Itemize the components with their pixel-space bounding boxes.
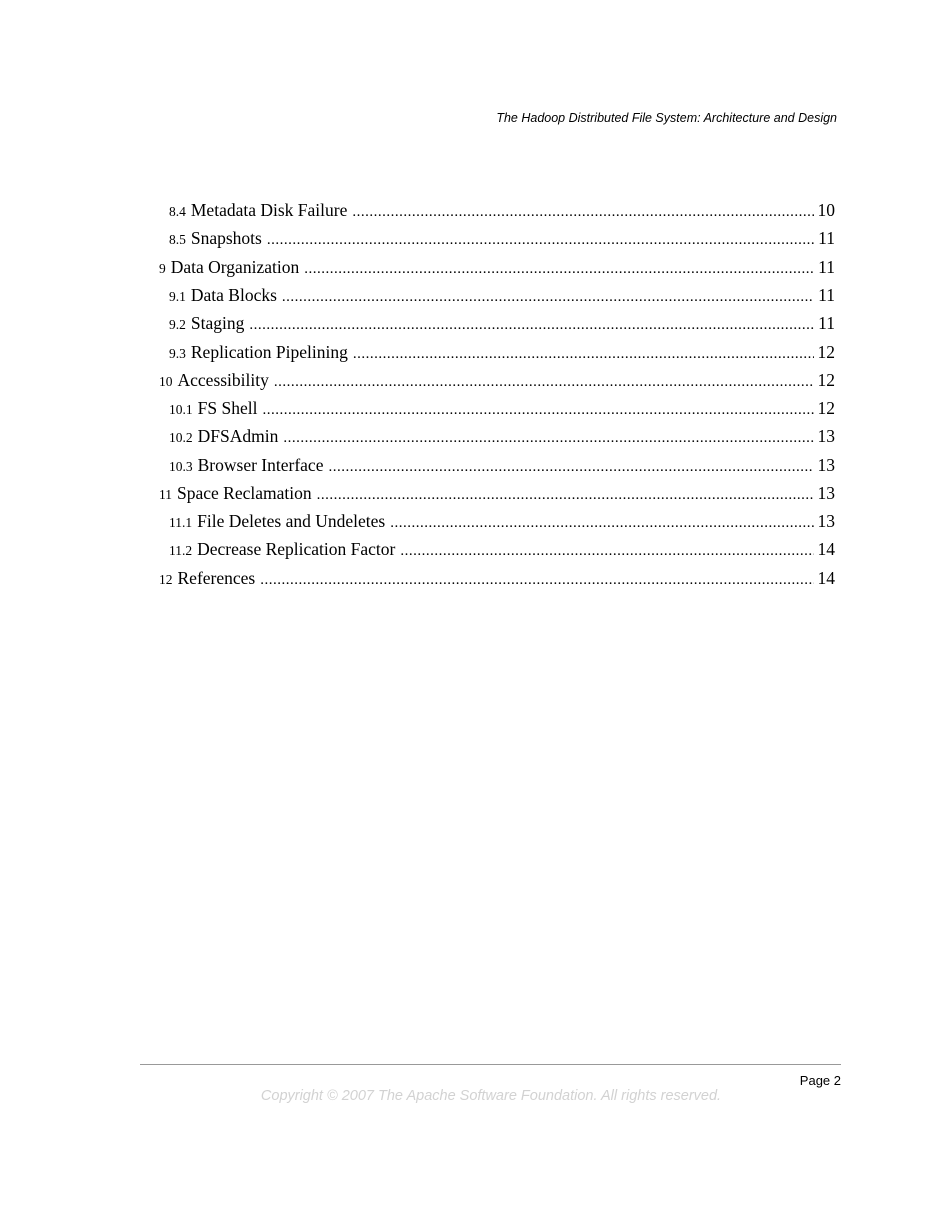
toc-entry-number: 10 bbox=[159, 374, 173, 389]
toc-entry-page: 11 bbox=[818, 228, 835, 248]
toc-entry-page: 11 bbox=[818, 257, 835, 277]
toc-entry-title: Metadata Disk Failure bbox=[190, 200, 348, 220]
toc-entry-title: FS Shell bbox=[197, 398, 258, 418]
toc-entry-title: Snapshots bbox=[190, 228, 262, 248]
toc-entry-page: 12 bbox=[817, 370, 835, 390]
toc-entry-page: 14 bbox=[817, 568, 835, 588]
toc-entry-number: 11 bbox=[159, 487, 172, 502]
toc-entry[interactable] bbox=[169, 398, 835, 422]
footer-divider bbox=[140, 1064, 841, 1065]
toc-entry[interactable] bbox=[169, 200, 835, 224]
running-header: The Hadoop Distributed File System: Architecture and Design bbox=[496, 111, 837, 125]
toc-entry-title: Data Organization bbox=[170, 257, 300, 277]
toc-dot-leader bbox=[352, 204, 813, 221]
toc-dot-leader bbox=[267, 232, 814, 249]
toc-entry-title: Space Reclamation bbox=[177, 483, 312, 503]
toc-entry-number: 8.5 bbox=[169, 232, 186, 247]
toc-dot-leader bbox=[304, 261, 814, 278]
toc-entry-page: 13 bbox=[817, 511, 835, 531]
toc-entry-page: 13 bbox=[817, 483, 835, 503]
toc-entry-page: 12 bbox=[817, 398, 835, 418]
toc-entry-number: 9.2 bbox=[169, 317, 186, 332]
toc-entry-title: DFSAdmin bbox=[197, 426, 279, 446]
toc-entry-page: 12 bbox=[817, 342, 835, 362]
toc-dot-leader bbox=[249, 317, 814, 334]
toc-entry-title: Replication Pipelining bbox=[190, 342, 348, 362]
toc-entry-title: Browser Interface bbox=[197, 455, 324, 475]
toc-entry-number: 9 bbox=[159, 261, 166, 276]
toc-dot-leader bbox=[260, 572, 813, 589]
toc-entry-title: Data Blocks bbox=[190, 285, 277, 305]
toc-entry-page: 13 bbox=[817, 426, 835, 446]
toc-entry[interactable] bbox=[169, 455, 835, 479]
copyright-notice: Copyright © 2007 The Apache Software Foundation. All rights reserved. bbox=[260, 1088, 722, 1104]
toc-dot-leader bbox=[283, 430, 813, 447]
toc-entry[interactable] bbox=[169, 539, 835, 563]
toc-entry-title: References bbox=[177, 568, 256, 588]
toc-entry-number: 8.4 bbox=[169, 204, 186, 219]
toc-dot-leader bbox=[262, 402, 813, 419]
toc-dot-leader bbox=[282, 289, 814, 306]
toc-entry-page: 11 bbox=[818, 285, 835, 305]
toc-entry[interactable] bbox=[169, 313, 835, 337]
toc-entry-number: 9.3 bbox=[169, 346, 186, 361]
toc-dot-leader bbox=[400, 543, 813, 560]
toc-entry-page: 14 bbox=[817, 539, 835, 559]
toc-entry[interactable] bbox=[169, 228, 835, 252]
toc-entry[interactable] bbox=[169, 342, 835, 366]
toc-entry-number: 10.1 bbox=[169, 402, 193, 417]
toc-entry-title: Decrease Replication Factor bbox=[197, 539, 396, 559]
toc-dot-leader bbox=[317, 487, 814, 504]
toc-entry-page: 10 bbox=[817, 200, 835, 220]
toc-dot-leader bbox=[390, 515, 813, 532]
toc-entry-page: 13 bbox=[817, 455, 835, 475]
toc-entry-number: 9.1 bbox=[169, 289, 186, 304]
toc-entry-number: 11.1 bbox=[169, 515, 193, 530]
toc-entry[interactable] bbox=[169, 511, 835, 535]
toc-dot-leader bbox=[274, 374, 814, 391]
toc-entry-title: Accessibility bbox=[177, 370, 269, 390]
toc-entry-number: 11.2 bbox=[169, 543, 193, 558]
toc-entry[interactable] bbox=[159, 483, 835, 507]
toc-entry-title: Staging bbox=[190, 313, 245, 333]
toc-entry-number: 12 bbox=[159, 572, 173, 587]
toc-entry-number: 10.3 bbox=[169, 459, 193, 474]
toc-dot-leader bbox=[328, 459, 813, 476]
toc-entry-page: 11 bbox=[818, 313, 835, 333]
toc-entry[interactable] bbox=[169, 285, 835, 309]
toc-entry-number: 10.2 bbox=[169, 430, 193, 445]
toc-entry-title: File Deletes and Undeletes bbox=[197, 511, 386, 531]
toc-entry[interactable] bbox=[159, 568, 835, 592]
page-number: Page 2 bbox=[799, 1073, 841, 1088]
toc-dot-leader bbox=[353, 346, 814, 363]
toc-entry[interactable] bbox=[169, 426, 835, 450]
toc-entry[interactable] bbox=[159, 257, 835, 281]
toc-entry[interactable] bbox=[159, 370, 835, 394]
